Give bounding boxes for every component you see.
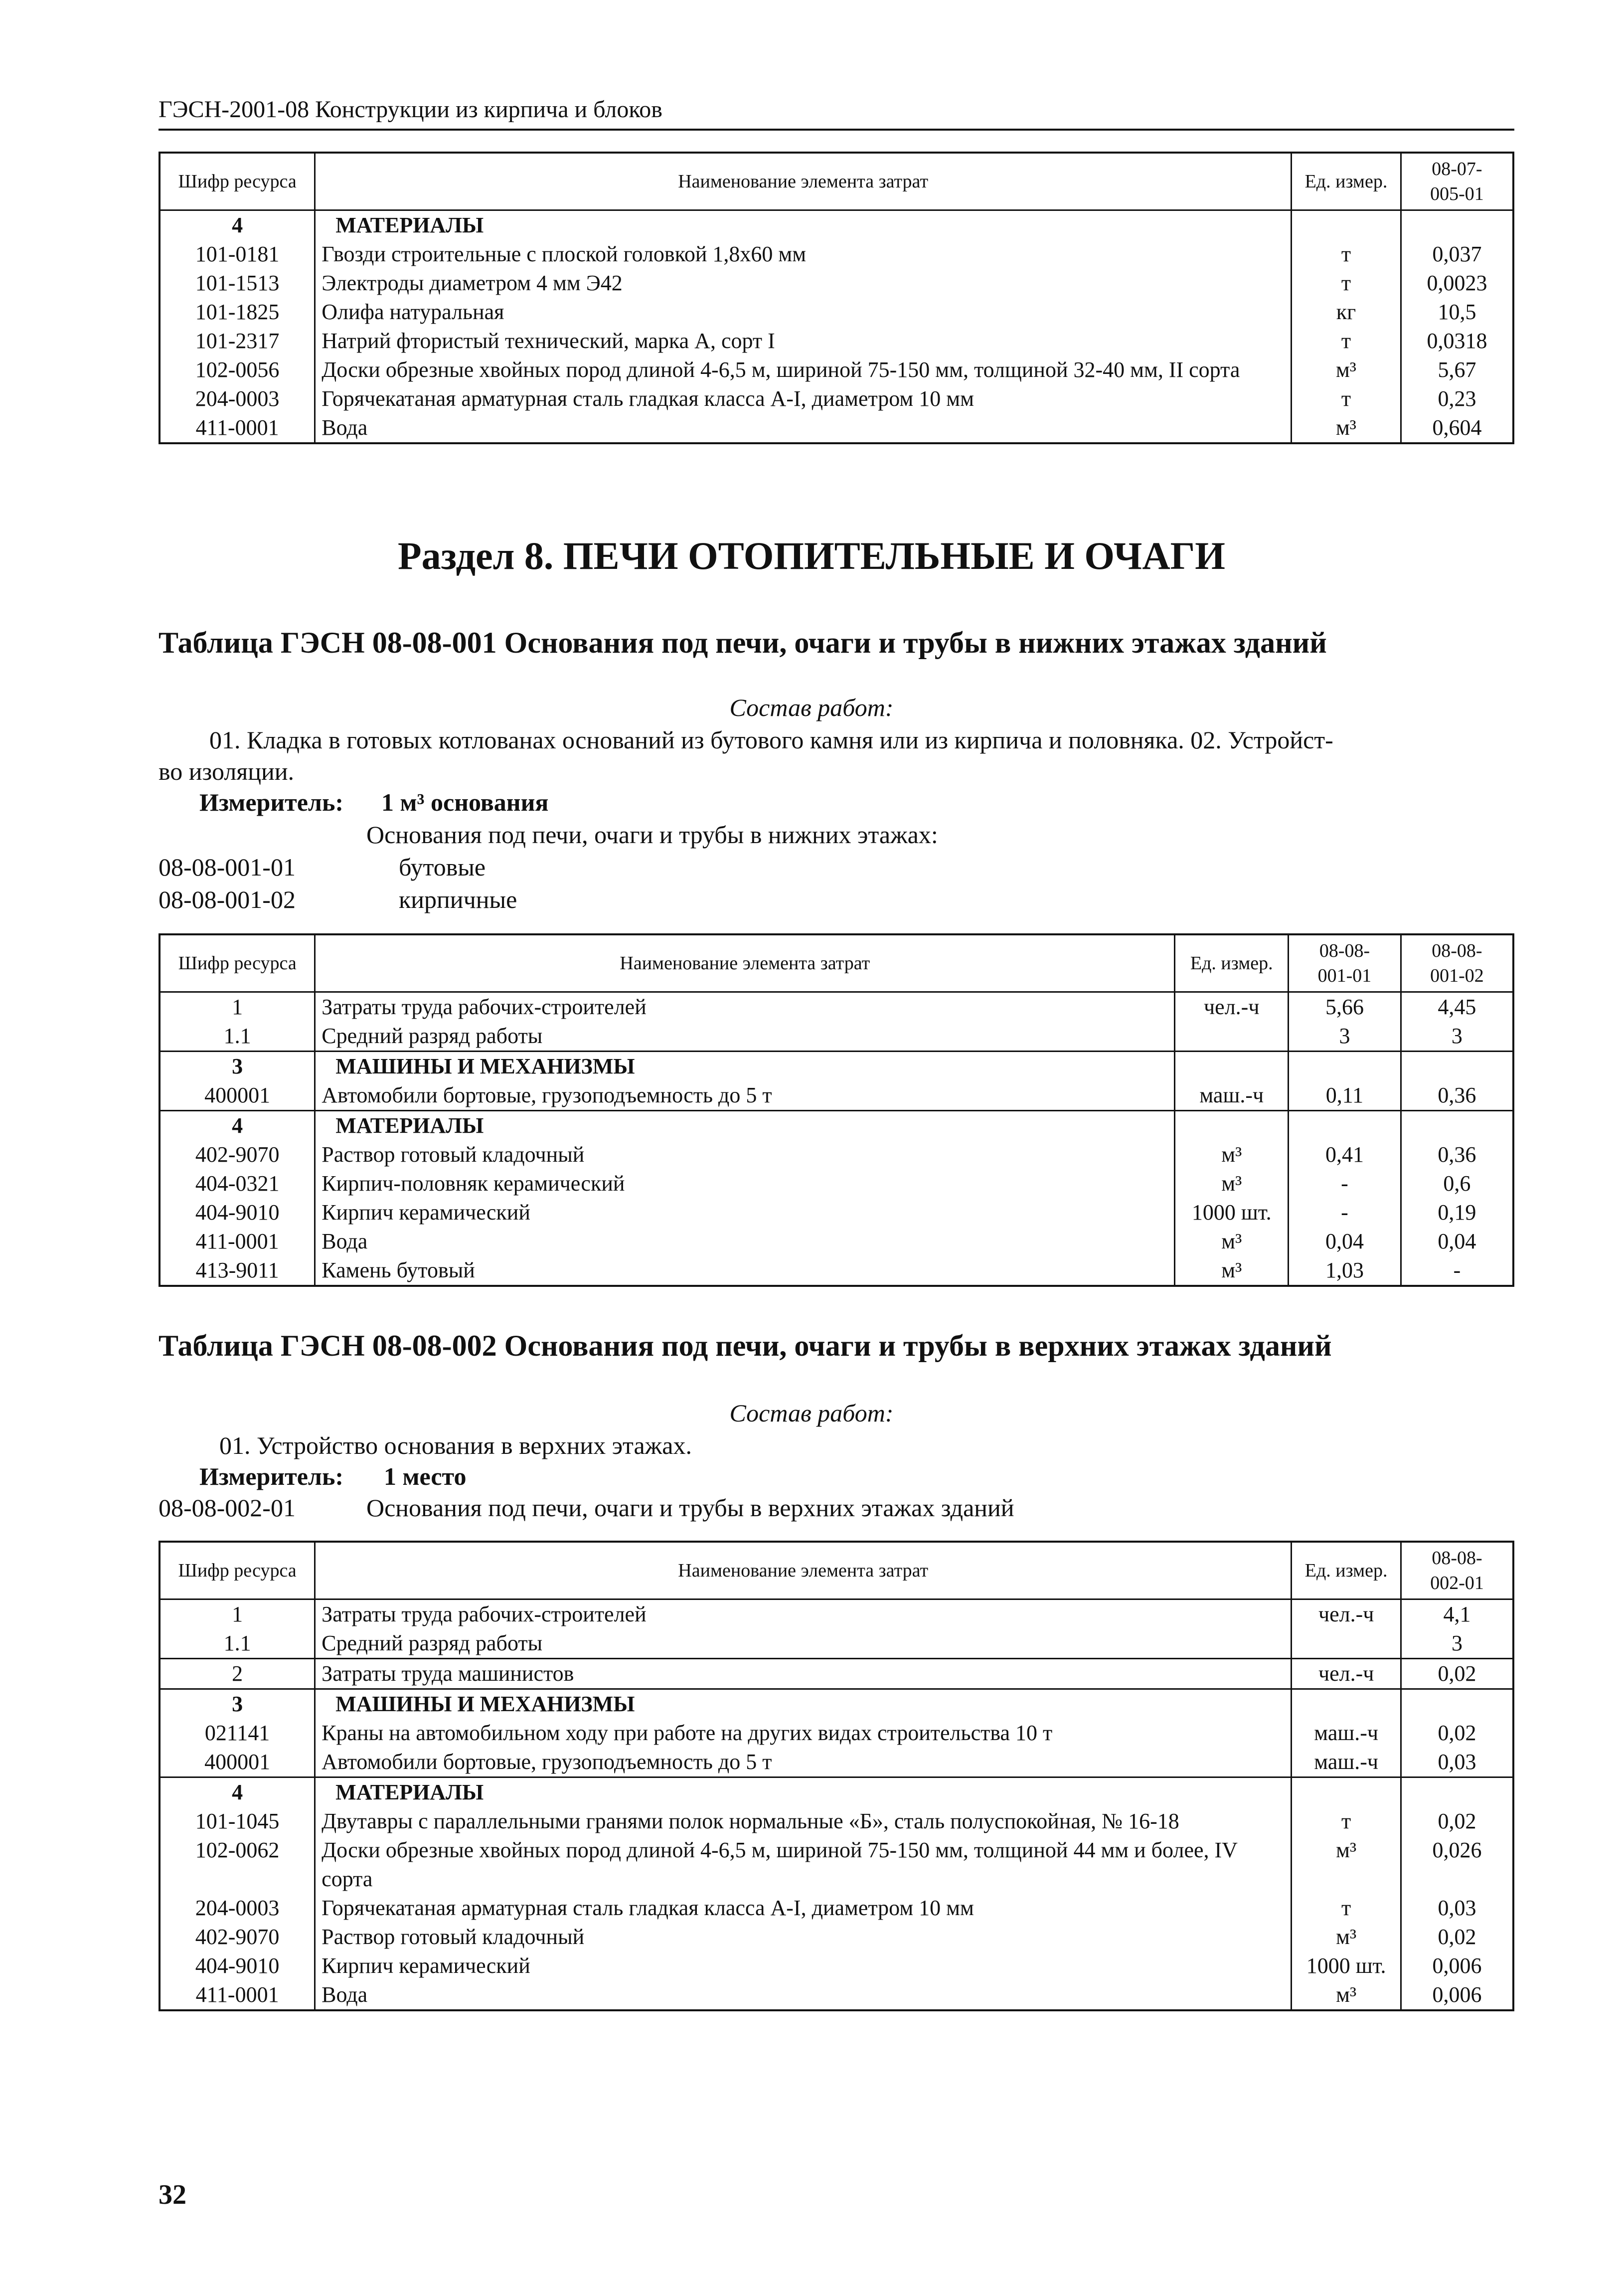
unit-cell: кг bbox=[1292, 298, 1401, 327]
unit-cell: м³ bbox=[1175, 1227, 1289, 1256]
resource-code-cell: 101-2317 bbox=[160, 327, 315, 355]
item-name-cell: Раствор готовый кладочный bbox=[322, 1925, 585, 1949]
table-row bbox=[160, 1198, 1513, 1227]
item-name-cell: Вода bbox=[322, 415, 368, 440]
table-row bbox=[160, 269, 1513, 298]
table-row bbox=[160, 1951, 1513, 1980]
item-name-cell: Камень бутовый bbox=[322, 1258, 475, 1282]
value-cell: 0,02 bbox=[1401, 1807, 1513, 1836]
table-header-row bbox=[160, 934, 1513, 992]
value-cell: 3 bbox=[1401, 1629, 1513, 1659]
variant-code: 08-08-002-01 bbox=[159, 1494, 296, 1522]
unit-cell: 1000 шт. bbox=[1292, 1951, 1401, 1980]
item-name-cell: Горячекатаная арматурная сталь гладкая класса А-I, диаметром 10 мм bbox=[322, 1896, 974, 1920]
item-name-cell: МАШИНЫ И МЕХАНИЗМЫ bbox=[335, 1692, 635, 1716]
table-row bbox=[160, 327, 1513, 355]
value-cell: 0,6 bbox=[1401, 1169, 1513, 1198]
item-name-cell: Двутавры с параллельными гранями полок нормальные «Б», сталь полуспокойная, № 16-18 bbox=[322, 1809, 1179, 1833]
meter-label: Измеритель: bbox=[199, 788, 344, 816]
unit-cell: м³ bbox=[1292, 413, 1401, 443]
item-name-cell: Доски обрезные хвойных пород длиной 4-6,5 м, шириной 75-150 мм, толщиной 44 мм и более, IV сорта bbox=[322, 1838, 1238, 1891]
value-cell bbox=[1289, 1052, 1401, 1081]
col-header-name: Наименование элемента затрат bbox=[315, 1542, 1292, 1599]
unit-cell bbox=[1292, 1689, 1401, 1719]
unit-cell: м³ bbox=[1292, 1923, 1401, 1951]
value-cell: 0,04 bbox=[1401, 1227, 1513, 1256]
resource-code-cell: 102-0062 bbox=[160, 1836, 315, 1894]
resource-code-cell: 204-0003 bbox=[160, 1894, 315, 1923]
value-cell: 0,0318 bbox=[1401, 327, 1513, 355]
col-header-08-08-001-01: 08-08- 001-01 bbox=[1289, 934, 1401, 992]
value-cell: - bbox=[1401, 1256, 1513, 1286]
table-row bbox=[160, 413, 1513, 443]
unit-cell: чел.-ч bbox=[1292, 1599, 1401, 1629]
unit-cell bbox=[1175, 1111, 1289, 1141]
table-title-08-08-002: Таблица ГЭСН 08-08-002 Основания под печи, очаги и трубы в верхних этажах зданий bbox=[159, 1329, 1332, 1362]
table-row bbox=[160, 1748, 1513, 1777]
value-cell: 3 bbox=[1401, 1022, 1513, 1052]
table-row bbox=[160, 240, 1513, 269]
unit-cell: м³ bbox=[1292, 355, 1401, 384]
table-row bbox=[160, 1777, 1513, 1807]
resource-code-cell: 404-9010 bbox=[160, 1951, 315, 1980]
resource-code-cell: 411-0001 bbox=[160, 1227, 315, 1256]
unit-cell: т bbox=[1292, 1807, 1401, 1836]
unit-cell: м³ bbox=[1175, 1169, 1289, 1198]
item-name-cell: Краны на автомобильном ходу при работе на других видах строительства 10 т bbox=[322, 1721, 1053, 1745]
item-name-cell: Натрий фтористый технический, марка А, сорт I bbox=[322, 329, 775, 353]
resource-code-cell: 411-0001 bbox=[160, 413, 315, 443]
item-name-cell: Горячекатаная арматурная сталь гладкая класса А-I, диаметром 10 мм bbox=[322, 386, 974, 411]
col-header-code: Шифр ресурса bbox=[160, 153, 315, 210]
value-cell: 0,0023 bbox=[1401, 269, 1513, 298]
col-header-code: Шифр ресурса bbox=[160, 1542, 315, 1599]
table-08-07-005 bbox=[159, 152, 1514, 444]
resource-code-cell: 021141 bbox=[160, 1719, 315, 1748]
value-cell: 0,36 bbox=[1401, 1081, 1513, 1111]
item-name-cell: Электроды диаметром 4 мм Э42 bbox=[322, 271, 623, 295]
resource-code-cell: 1.1 bbox=[160, 1629, 315, 1659]
unit-cell: т bbox=[1292, 269, 1401, 298]
item-name-cell: Гвозди строительные с плоской головкой 1,8x60 мм bbox=[322, 242, 807, 266]
value-cell: 0,006 bbox=[1401, 1951, 1513, 1980]
item-name-cell: МАТЕРИАЛЫ bbox=[335, 1780, 484, 1804]
unit-cell: м³ bbox=[1175, 1256, 1289, 1286]
value-cell bbox=[1401, 210, 1513, 240]
unit-cell bbox=[1292, 210, 1401, 240]
value-cell: 0,19 bbox=[1401, 1198, 1513, 1227]
value-cell: - bbox=[1289, 1198, 1401, 1227]
table-08-08-002 bbox=[159, 1541, 1514, 2011]
resource-code-cell: 204-0003 bbox=[160, 384, 315, 413]
resource-code-cell: 402-9070 bbox=[160, 1923, 315, 1951]
meter-label: Измеритель: bbox=[199, 1462, 344, 1490]
table-row bbox=[160, 1719, 1513, 1748]
value-cell: 0,02 bbox=[1401, 1719, 1513, 1748]
col-header-08-07-005-01: 08-07- 005-01 bbox=[1401, 153, 1513, 210]
item-name-cell: Кирпич керамический bbox=[322, 1953, 530, 1978]
table-row bbox=[160, 298, 1513, 327]
table-row bbox=[160, 1227, 1513, 1256]
col-header-08-08-001-02: 08-08- 001-02 bbox=[1401, 934, 1513, 992]
value-cell: 10,5 bbox=[1401, 298, 1513, 327]
table-row bbox=[160, 1052, 1513, 1081]
value-cell: 0,04 bbox=[1289, 1227, 1401, 1256]
value-cell bbox=[1401, 1689, 1513, 1719]
item-name-cell: Затраты труда машинистов bbox=[315, 1659, 1292, 1689]
item-name-cell: Вода bbox=[322, 1229, 368, 1253]
item-name-cell: Затраты труда рабочих-строителей bbox=[322, 995, 647, 1019]
value-cell: 0,026 bbox=[1401, 1836, 1513, 1894]
resource-code-cell: 1 bbox=[160, 992, 315, 1022]
value-cell: - bbox=[1289, 1169, 1401, 1198]
table-row bbox=[160, 1807, 1513, 1836]
unit-cell: маш.-ч bbox=[1175, 1081, 1289, 1111]
variant-name: Основания под печи, очаги и трубы в верхних этажах зданий bbox=[366, 1494, 1014, 1522]
work-composition-label: Состав работ: bbox=[729, 1399, 894, 1427]
table-row bbox=[160, 1256, 1513, 1286]
value-cell bbox=[1401, 1052, 1513, 1081]
unit-cell bbox=[1175, 1052, 1289, 1081]
item-name-cell: Средний разряд работы bbox=[315, 1629, 1292, 1659]
value-cell bbox=[1401, 1111, 1513, 1141]
variants-description: Основания под печи, очаги и трубы в нижних этажах: bbox=[366, 821, 938, 849]
resource-code-cell: 400001 bbox=[160, 1081, 315, 1111]
unit-cell: т bbox=[1292, 384, 1401, 413]
resource-code-cell: 102-0056 bbox=[160, 355, 315, 384]
meter-value: 1 место bbox=[384, 1462, 467, 1490]
unit-cell: чел.-ч bbox=[1175, 992, 1289, 1022]
resource-code-cell: 101-1825 bbox=[160, 298, 315, 327]
value-cell: 5,66 bbox=[1289, 992, 1401, 1022]
table-row bbox=[160, 1659, 1513, 1689]
item-name-cell: Автомобили бортовые, грузоподъемность до 5 т bbox=[315, 1748, 1292, 1777]
resource-code-cell: 411-0001 bbox=[160, 1980, 315, 2010]
table-row bbox=[160, 1836, 1513, 1894]
meter-value: 1 м³ основания bbox=[381, 788, 549, 816]
resource-code-cell: 4 bbox=[160, 210, 315, 240]
value-cell bbox=[1289, 1111, 1401, 1141]
table-row bbox=[160, 1923, 1513, 1951]
resource-code-cell: 2 bbox=[160, 1659, 315, 1689]
value-cell: 0,41 bbox=[1289, 1140, 1401, 1169]
table-row bbox=[160, 1081, 1513, 1111]
resource-code-cell: 1.1 bbox=[160, 1022, 315, 1052]
item-name-cell: МАТЕРИАЛЫ bbox=[335, 1113, 484, 1138]
value-cell: 0,11 bbox=[1289, 1081, 1401, 1111]
section-title: Раздел 8. ПЕЧИ ОТОПИТЕЛЬНЫЕ И ОЧАГИ bbox=[398, 534, 1225, 577]
table-row bbox=[160, 1140, 1513, 1169]
value-cell: 0,03 bbox=[1401, 1748, 1513, 1777]
resource-code-cell: 402-9070 bbox=[160, 1140, 315, 1169]
item-name-cell: Автомобили бортовые, грузоподъемность до 5 т bbox=[315, 1081, 1175, 1111]
unit-cell: м³ bbox=[1175, 1140, 1289, 1169]
resource-code-cell: 400001 bbox=[160, 1748, 315, 1777]
value-cell: 1,03 bbox=[1289, 1256, 1401, 1286]
variant-name: кирпичные bbox=[399, 885, 517, 913]
col-header-code: Шифр ресурса bbox=[160, 934, 315, 992]
item-name-cell: МАШИНЫ И МЕХАНИЗМЫ bbox=[335, 1054, 635, 1078]
unit-cell: 1000 шт. bbox=[1175, 1198, 1289, 1227]
unit-cell: м³ bbox=[1292, 1980, 1401, 2010]
value-cell: 0,006 bbox=[1401, 1980, 1513, 2010]
resource-code-cell: 101-0181 bbox=[160, 240, 315, 269]
item-name-cell: Раствор готовый кладочный bbox=[322, 1142, 585, 1167]
table-header-row bbox=[160, 153, 1513, 210]
variant-code: 08-08-001-02 bbox=[159, 885, 296, 913]
item-name-cell: МАТЕРИАЛЫ bbox=[335, 213, 484, 237]
value-cell bbox=[1401, 1777, 1513, 1807]
table-title-08-08-001: Таблица ГЭСН 08-08-001 Основания под печи, очаги и трубы в нижних этажах зданий bbox=[159, 626, 1327, 659]
resource-code-cell: 404-9010 bbox=[160, 1198, 315, 1227]
page-number: 32 bbox=[159, 2179, 186, 2210]
unit-cell: т bbox=[1292, 1894, 1401, 1923]
resource-code-cell: 413-9011 bbox=[160, 1256, 315, 1286]
table-row bbox=[160, 210, 1513, 240]
value-cell: 0,36 bbox=[1401, 1140, 1513, 1169]
variant-name: бутовые bbox=[399, 853, 486, 881]
unit-cell: м³ bbox=[1292, 1836, 1401, 1894]
work-composition-line-1: 01. Кладка в готовых котлованах оснований из бутового камня или из кирпича и половняка. 02. Устройст- bbox=[209, 726, 1333, 754]
table-row bbox=[160, 1689, 1513, 1719]
unit-cell bbox=[1292, 1629, 1401, 1659]
page-header: ГЭСН-2001-08 Конструкции из кирпича и блоков bbox=[159, 96, 662, 123]
resource-code-cell: 4 bbox=[160, 1111, 315, 1141]
value-cell: 0,02 bbox=[1401, 1659, 1513, 1689]
resource-code-cell: 101-1513 bbox=[160, 269, 315, 298]
table-header-row bbox=[160, 1542, 1513, 1599]
value-cell: 0,23 bbox=[1401, 384, 1513, 413]
table-row bbox=[160, 384, 1513, 413]
unit-cell: маш.-ч bbox=[1292, 1719, 1401, 1748]
col-header-08-08-002-01: 08-08- 002-01 bbox=[1401, 1542, 1513, 1599]
table-row bbox=[160, 1022, 1513, 1052]
value-cell: 4,45 bbox=[1401, 992, 1513, 1022]
table-08-08-001 bbox=[159, 933, 1514, 1287]
item-name-cell: Кирпич-половняк керамический bbox=[322, 1171, 625, 1196]
table-row bbox=[160, 1980, 1513, 2010]
value-cell: 0,037 bbox=[1401, 240, 1513, 269]
header-rule bbox=[159, 129, 1514, 131]
table-row bbox=[160, 1111, 1513, 1141]
work-composition-line-1: 01. Устройство основания в верхних этажах. bbox=[219, 1431, 692, 1459]
table-row bbox=[160, 355, 1513, 384]
value-cell: 5,67 bbox=[1401, 355, 1513, 384]
resource-code-cell: 4 bbox=[160, 1777, 315, 1807]
resource-code-cell: 1 bbox=[160, 1599, 315, 1629]
item-name-cell: Затраты труда рабочих-строителей bbox=[322, 1602, 647, 1626]
col-header-name: Наименование элемента затрат bbox=[315, 934, 1175, 992]
unit-cell: т bbox=[1292, 327, 1401, 355]
item-name-cell: Олифа натуральная bbox=[322, 300, 504, 324]
unit-cell bbox=[1292, 1777, 1401, 1807]
col-header-unit: Ед. измер. bbox=[1292, 153, 1401, 210]
resource-code-cell: 3 bbox=[160, 1052, 315, 1081]
unit-cell bbox=[1175, 1022, 1289, 1052]
value-cell: 0,604 bbox=[1401, 413, 1513, 443]
work-composition-label: Состав работ: bbox=[729, 694, 894, 721]
value-cell: 3 bbox=[1289, 1022, 1401, 1052]
item-name-cell: Средний разряд работы bbox=[315, 1022, 1175, 1052]
item-name-cell: Вода bbox=[322, 1982, 368, 2007]
table-row bbox=[160, 1169, 1513, 1198]
value-cell: 0,03 bbox=[1401, 1894, 1513, 1923]
table-row bbox=[160, 1894, 1513, 1923]
variant-code: 08-08-001-01 bbox=[159, 853, 296, 881]
resource-code-cell: 101-1045 bbox=[160, 1807, 315, 1836]
col-header-name: Наименование элемента затрат bbox=[315, 153, 1292, 210]
work-composition-line-2: во изоляции. bbox=[159, 757, 295, 785]
resource-code-cell: 3 bbox=[160, 1689, 315, 1719]
unit-cell: т bbox=[1292, 240, 1401, 269]
table-row bbox=[160, 992, 1513, 1022]
value-cell: 0,02 bbox=[1401, 1923, 1513, 1951]
item-name-cell: Доски обрезные хвойных пород длиной 4-6,5 м, шириной 75-150 мм, толщиной 32-40 мм, II сорта bbox=[322, 357, 1240, 382]
unit-cell: чел.-ч bbox=[1292, 1659, 1401, 1689]
table-row bbox=[160, 1599, 1513, 1629]
table-row bbox=[160, 1629, 1513, 1659]
col-header-unit: Ед. измер. bbox=[1292, 1542, 1401, 1599]
resource-code-cell: 404-0321 bbox=[160, 1169, 315, 1198]
col-header-unit: Ед. измер. bbox=[1175, 934, 1289, 992]
item-name-cell: Кирпич керамический bbox=[322, 1200, 530, 1225]
value-cell: 4,1 bbox=[1401, 1599, 1513, 1629]
unit-cell: маш.-ч bbox=[1292, 1748, 1401, 1777]
